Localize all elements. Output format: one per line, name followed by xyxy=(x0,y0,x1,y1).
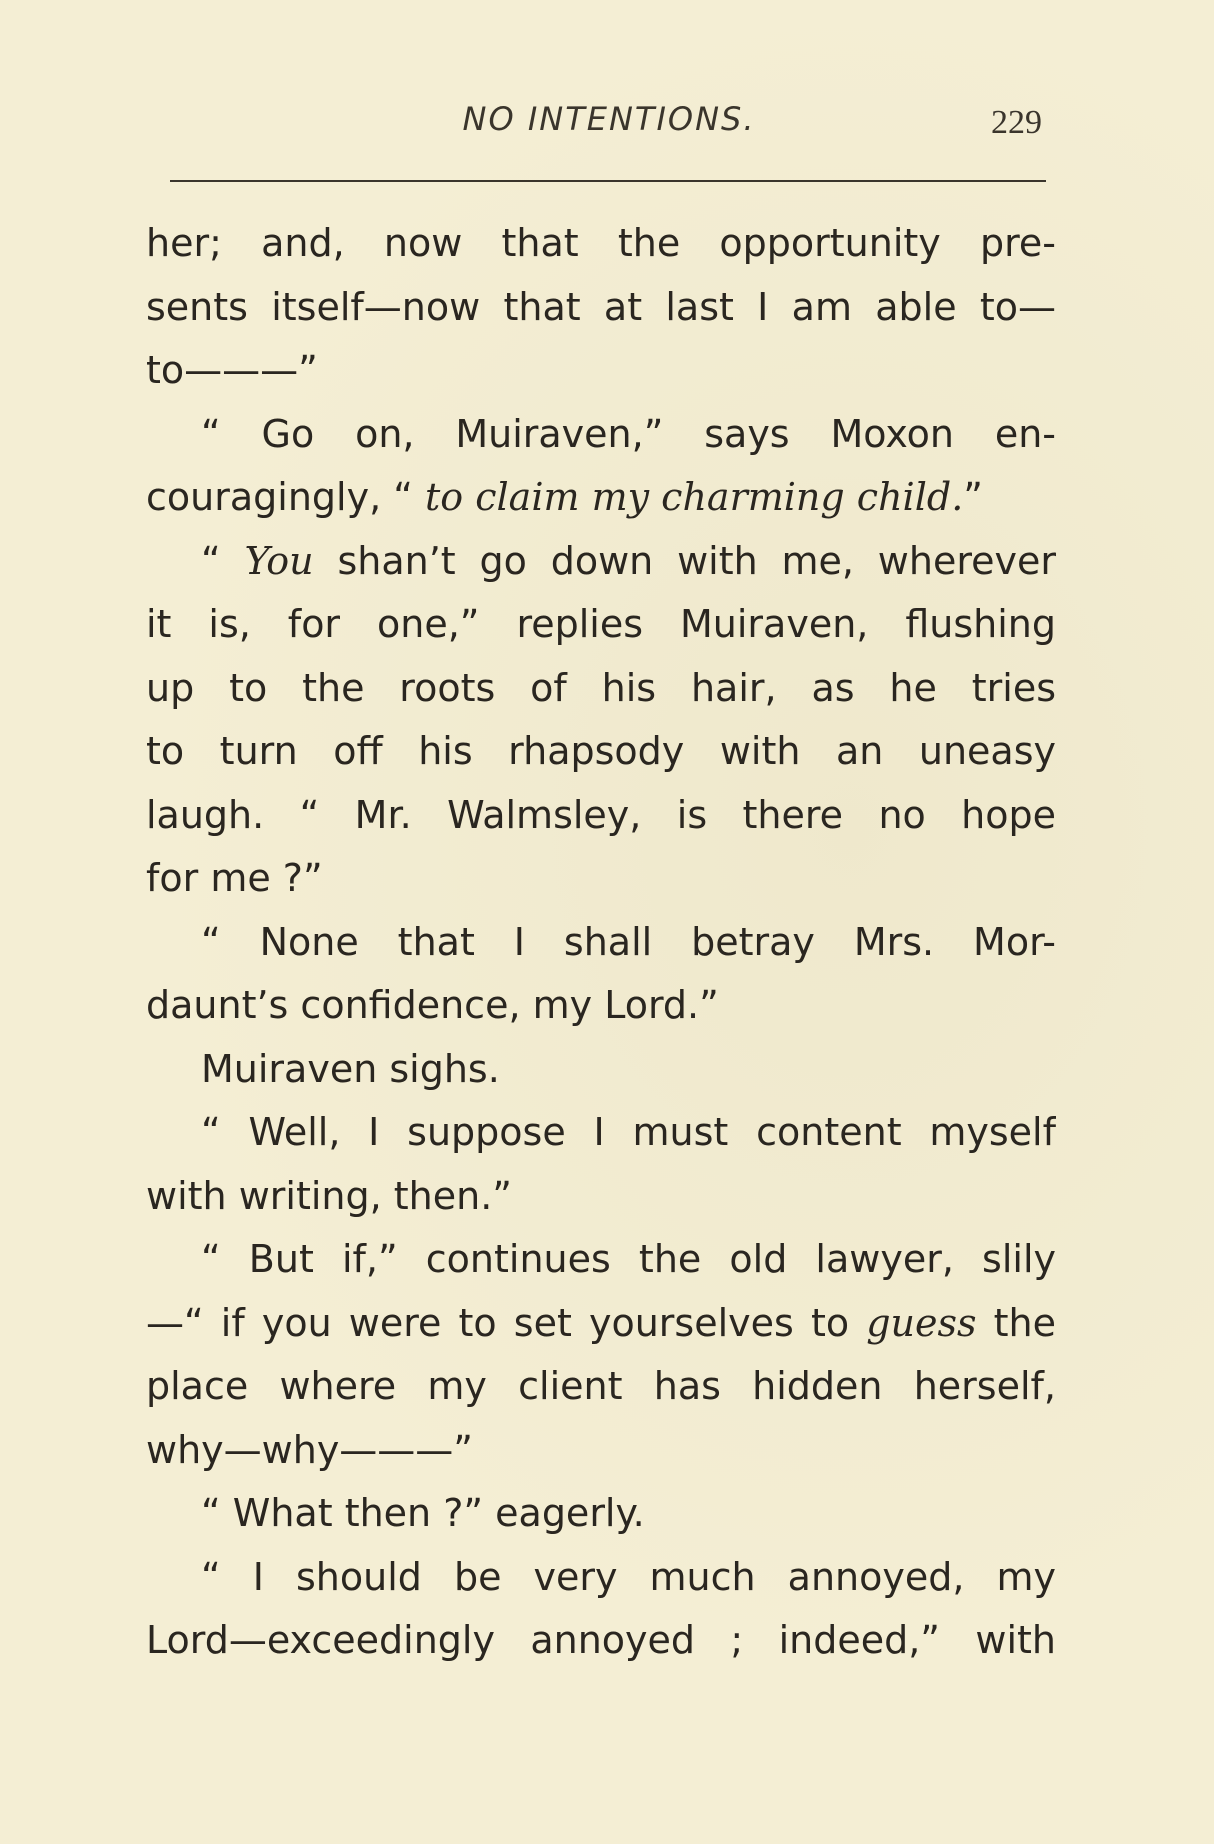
text-line xyxy=(146,720,1056,784)
text-line xyxy=(146,911,1056,975)
text-segment: “ xyxy=(201,538,245,583)
text-segment: with writing, then.” xyxy=(146,1173,512,1218)
text-segment: the xyxy=(976,1300,1056,1345)
text-line xyxy=(146,530,1056,594)
text-line xyxy=(146,784,1056,848)
text-line xyxy=(146,1355,1056,1419)
running-head xyxy=(168,100,1050,150)
text-segment: to turn off his rhapsody with an uneasy xyxy=(146,729,1056,773)
text-segment: for me ?” xyxy=(146,856,323,900)
text-line xyxy=(146,1609,1056,1673)
text-line xyxy=(146,466,1056,530)
text-line xyxy=(146,1482,1056,1546)
text-segment: —“ if you were to set yourselves to xyxy=(146,1300,867,1345)
italic-text: guess xyxy=(866,1300,977,1345)
text-line xyxy=(146,276,1056,340)
text-segment: place where my client has hidden herself, xyxy=(146,1364,1056,1408)
italic-text: You xyxy=(244,538,314,583)
text-line xyxy=(146,403,1056,467)
text-line xyxy=(146,1546,1056,1610)
text-segment: sents itself—now that at last I am able to— xyxy=(146,284,1056,329)
page-number: 229 xyxy=(991,104,1042,141)
text-line xyxy=(146,1101,1056,1165)
text-segment: laugh. “ Mr. Walmsley, is there no hope xyxy=(146,792,1056,837)
text-segment: shan’t go down with me, wherever xyxy=(313,538,1056,583)
text-segment: to———” xyxy=(146,348,318,392)
body-text xyxy=(146,212,1056,1673)
italic-text: to claim my charming child. xyxy=(425,475,964,519)
text-segment: Lord—exceedingly annoyed ; indeed,” with xyxy=(146,1618,1056,1662)
text-line xyxy=(146,1419,1056,1483)
text-line xyxy=(146,1228,1056,1292)
text-line xyxy=(146,974,1056,1038)
text-segment: “ Go on, Muiraven,” says Moxon en- xyxy=(201,411,1056,456)
header-rule xyxy=(170,180,1046,182)
text-segment: “ None that I shall betray Mrs. Mor- xyxy=(201,919,1056,964)
text-segment: her; and, now that the opportunity pre- xyxy=(146,221,1056,265)
text-segment: “ I should be very much annoyed, my xyxy=(201,1554,1056,1599)
text-segment: “ What then ?” eagerly. xyxy=(201,1491,645,1535)
text-line xyxy=(146,657,1056,721)
text-line xyxy=(146,1292,1056,1356)
text-segment: why—why———” xyxy=(146,1427,473,1472)
text-line xyxy=(146,847,1056,911)
running-title: NO INTENTIONS. xyxy=(462,100,756,138)
text-segment: “ Well, I suppose I must content myself xyxy=(201,1110,1056,1154)
text-segment: couragingly, “ xyxy=(146,475,425,519)
text-line xyxy=(146,593,1056,657)
text-segment: it is, for one,” replies Muiraven, flushing xyxy=(146,602,1056,646)
text-segment: daunt’s confidence, my Lord.” xyxy=(146,983,719,1027)
text-line xyxy=(146,1165,1056,1229)
text-segment: ” xyxy=(963,475,983,519)
text-line xyxy=(146,339,1056,403)
text-segment: up to the roots of his hair, as he tries xyxy=(146,665,1056,710)
text-segment: “ But if,” continues the old lawyer, slily xyxy=(201,1237,1056,1281)
text-segment: Muiraven sighs. xyxy=(201,1046,500,1091)
text-line xyxy=(146,1038,1056,1102)
text-line xyxy=(146,212,1056,276)
